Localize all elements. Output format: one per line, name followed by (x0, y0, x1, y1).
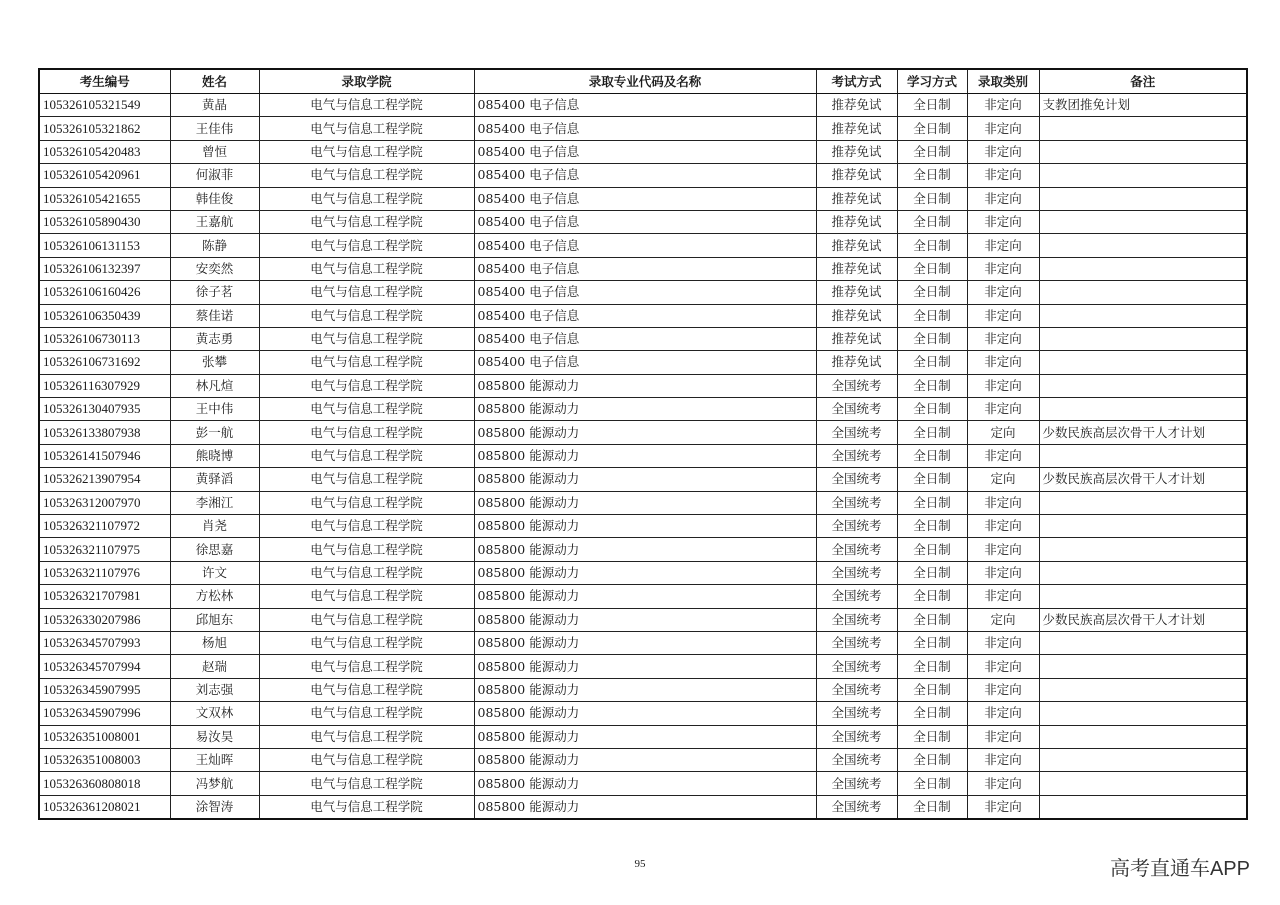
study-mode-cell: 全日制 (897, 468, 967, 491)
table-row (39, 398, 1247, 421)
candidate-id-cell: 105326106132397 (39, 257, 170, 280)
exam-method-cell: 全国统考 (816, 585, 897, 608)
remarks-cell (1039, 304, 1247, 327)
candidate-id-cell: 105326106350439 (39, 304, 170, 327)
name-cell: 王佳伟 (170, 117, 259, 140)
name-cell: 曾恒 (170, 140, 259, 163)
study-mode-cell: 全日制 (897, 585, 967, 608)
table-header-row (39, 69, 1247, 94)
name-cell: 黄晶 (170, 94, 259, 117)
college-cell: 电气与信息工程学院 (259, 631, 474, 654)
admission-type-cell: 非定向 (967, 631, 1039, 654)
admission-type-cell: 定向 (967, 608, 1039, 631)
college-cell: 电气与信息工程学院 (259, 281, 474, 304)
header-college: 录取学院 (259, 69, 474, 94)
candidate-id-cell: 105326141507946 (39, 444, 170, 467)
college-cell: 电气与信息工程学院 (259, 304, 474, 327)
college-cell: 电气与信息工程学院 (259, 538, 474, 561)
candidate-id-cell: 105326345907996 (39, 702, 170, 725)
candidate-id-cell: 105326106131153 (39, 234, 170, 257)
table-row (39, 327, 1247, 350)
admission-type-cell: 非定向 (967, 94, 1039, 117)
remarks-cell (1039, 725, 1247, 748)
name-cell: 杨旭 (170, 631, 259, 654)
remarks-cell (1039, 327, 1247, 350)
table-body (39, 94, 1247, 820)
exam-method-cell: 全国统考 (816, 421, 897, 444)
study-mode-cell: 全日制 (897, 538, 967, 561)
admission-type-cell: 非定向 (967, 748, 1039, 771)
remarks-cell (1039, 491, 1247, 514)
candidate-id-cell: 105326106160426 (39, 281, 170, 304)
admission-type-cell: 非定向 (967, 281, 1039, 304)
name-cell: 赵瑞 (170, 655, 259, 678)
major-cell: 085800 能源动力 (474, 655, 816, 678)
exam-method-cell: 推荐免试 (816, 164, 897, 187)
college-cell: 电气与信息工程学院 (259, 444, 474, 467)
admission-type-cell: 非定向 (967, 515, 1039, 538)
name-cell: 王嘉航 (170, 210, 259, 233)
exam-method-cell: 推荐免试 (816, 117, 897, 140)
remarks-cell (1039, 655, 1247, 678)
college-cell: 电气与信息工程学院 (259, 257, 474, 280)
remarks-cell (1039, 515, 1247, 538)
admission-type-cell: 非定向 (967, 327, 1039, 350)
candidate-id-cell: 105326330207986 (39, 608, 170, 631)
exam-method-cell: 全国统考 (816, 702, 897, 725)
table-row (39, 140, 1247, 163)
major-cell: 085400 电子信息 (474, 187, 816, 210)
name-cell: 熊晓博 (170, 444, 259, 467)
exam-method-cell: 推荐免试 (816, 304, 897, 327)
table-row (39, 210, 1247, 233)
name-cell: 陈静 (170, 234, 259, 257)
remarks-cell (1039, 795, 1247, 819)
college-cell: 电气与信息工程学院 (259, 725, 474, 748)
major-cell: 085400 电子信息 (474, 164, 816, 187)
table-row (39, 538, 1247, 561)
study-mode-cell: 全日制 (897, 561, 967, 584)
name-cell: 冯梦航 (170, 772, 259, 795)
candidate-id-cell: 105326361208021 (39, 795, 170, 819)
exam-method-cell: 全国统考 (816, 795, 897, 819)
admission-type-cell: 非定向 (967, 538, 1039, 561)
candidate-id-cell: 105326130407935 (39, 398, 170, 421)
table-row (39, 94, 1247, 117)
college-cell: 电气与信息工程学院 (259, 351, 474, 374)
college-cell: 电气与信息工程学院 (259, 585, 474, 608)
college-cell: 电气与信息工程学院 (259, 374, 474, 397)
admission-type-cell: 非定向 (967, 351, 1039, 374)
candidate-id-cell: 105326105321862 (39, 117, 170, 140)
table-row (39, 702, 1247, 725)
table-row (39, 187, 1247, 210)
table-row (39, 631, 1247, 654)
candidate-id-cell: 105326133807938 (39, 421, 170, 444)
college-cell: 电气与信息工程学院 (259, 234, 474, 257)
remarks-cell (1039, 631, 1247, 654)
remarks-cell (1039, 678, 1247, 701)
study-mode-cell: 全日制 (897, 187, 967, 210)
admission-type-cell: 非定向 (967, 561, 1039, 584)
candidate-id-cell: 105326345907995 (39, 678, 170, 701)
table-row (39, 304, 1247, 327)
college-cell: 电气与信息工程学院 (259, 117, 474, 140)
candidate-id-cell: 105326105890430 (39, 210, 170, 233)
candidate-id-cell: 105326351008001 (39, 725, 170, 748)
major-cell: 085400 电子信息 (474, 140, 816, 163)
exam-method-cell: 全国统考 (816, 398, 897, 421)
college-cell: 电气与信息工程学院 (259, 187, 474, 210)
college-cell: 电气与信息工程学院 (259, 398, 474, 421)
major-cell: 085800 能源动力 (474, 678, 816, 701)
candidate-id-cell: 105326312007970 (39, 491, 170, 514)
name-cell: 邱旭东 (170, 608, 259, 631)
admission-type-cell: 非定向 (967, 140, 1039, 163)
candidate-id-cell: 105326345707993 (39, 631, 170, 654)
exam-method-cell: 推荐免试 (816, 94, 897, 117)
college-cell: 电气与信息工程学院 (259, 164, 474, 187)
major-cell: 085800 能源动力 (474, 444, 816, 467)
header-exam-method: 考试方式 (816, 69, 897, 94)
header-major: 录取专业代码及名称 (474, 69, 816, 94)
major-cell: 085400 电子信息 (474, 234, 816, 257)
exam-method-cell: 推荐免试 (816, 187, 897, 210)
major-cell: 085800 能源动力 (474, 608, 816, 631)
major-cell: 085400 电子信息 (474, 304, 816, 327)
study-mode-cell: 全日制 (897, 327, 967, 350)
exam-method-cell: 全国统考 (816, 515, 897, 538)
college-cell: 电气与信息工程学院 (259, 515, 474, 538)
study-mode-cell: 全日制 (897, 304, 967, 327)
table-row (39, 234, 1247, 257)
major-cell: 085800 能源动力 (474, 748, 816, 771)
major-cell: 085800 能源动力 (474, 374, 816, 397)
table-row (39, 164, 1247, 187)
candidate-id-cell: 105326321707981 (39, 585, 170, 608)
exam-method-cell: 推荐免试 (816, 257, 897, 280)
candidate-id-cell: 105326360808018 (39, 772, 170, 795)
admission-type-cell: 非定向 (967, 234, 1039, 257)
study-mode-cell: 全日制 (897, 772, 967, 795)
table-row (39, 748, 1247, 771)
study-mode-cell: 全日制 (897, 351, 967, 374)
admission-type-cell: 定向 (967, 421, 1039, 444)
study-mode-cell: 全日制 (897, 234, 967, 257)
exam-method-cell: 全国统考 (816, 561, 897, 584)
table-row (39, 795, 1247, 819)
remarks-cell (1039, 702, 1247, 725)
header-candidate-id: 考生编号 (39, 69, 170, 94)
exam-method-cell: 推荐免试 (816, 234, 897, 257)
study-mode-cell: 全日制 (897, 164, 967, 187)
header-name: 姓名 (170, 69, 259, 94)
remarks-cell (1039, 140, 1247, 163)
name-cell: 王灿晖 (170, 748, 259, 771)
name-cell: 王中伟 (170, 398, 259, 421)
major-cell: 085800 能源动力 (474, 491, 816, 514)
major-cell: 085400 电子信息 (474, 117, 816, 140)
admission-type-cell: 非定向 (967, 117, 1039, 140)
name-cell: 韩佳俊 (170, 187, 259, 210)
admission-type-cell: 非定向 (967, 585, 1039, 608)
candidate-id-cell: 105326105321549 (39, 94, 170, 117)
admission-type-cell: 非定向 (967, 374, 1039, 397)
name-cell: 林凡煊 (170, 374, 259, 397)
exam-method-cell: 全国统考 (816, 772, 897, 795)
page-number: 95 (634, 858, 646, 870)
college-cell: 电气与信息工程学院 (259, 491, 474, 514)
college-cell: 电气与信息工程学院 (259, 748, 474, 771)
study-mode-cell: 全日制 (897, 281, 967, 304)
exam-method-cell: 全国统考 (816, 725, 897, 748)
exam-method-cell: 全国统考 (816, 748, 897, 771)
remarks-cell: 少数民族高层次骨干人才计划 (1039, 421, 1247, 444)
exam-method-cell: 推荐免试 (816, 327, 897, 350)
candidate-id-cell: 105326321107976 (39, 561, 170, 584)
study-mode-cell: 全日制 (897, 94, 967, 117)
remarks-cell: 少数民族高层次骨干人才计划 (1039, 608, 1247, 631)
major-cell: 085400 电子信息 (474, 94, 816, 117)
study-mode-cell: 全日制 (897, 725, 967, 748)
major-cell: 085400 电子信息 (474, 257, 816, 280)
study-mode-cell: 全日制 (897, 421, 967, 444)
remarks-cell (1039, 398, 1247, 421)
major-cell: 085800 能源动力 (474, 702, 816, 725)
admission-type-cell: 非定向 (967, 304, 1039, 327)
table-row (39, 444, 1247, 467)
major-cell: 085800 能源动力 (474, 795, 816, 819)
candidate-id-cell: 105326105420483 (39, 140, 170, 163)
admission-type-cell: 非定向 (967, 725, 1039, 748)
remarks-cell (1039, 164, 1247, 187)
name-cell: 许文 (170, 561, 259, 584)
study-mode-cell: 全日制 (897, 117, 967, 140)
name-cell: 徐思嘉 (170, 538, 259, 561)
major-cell: 085800 能源动力 (474, 421, 816, 444)
remarks-cell (1039, 561, 1247, 584)
exam-method-cell: 全国统考 (816, 444, 897, 467)
study-mode-cell: 全日制 (897, 678, 967, 701)
remarks-cell (1039, 257, 1247, 280)
major-cell: 085800 能源动力 (474, 515, 816, 538)
study-mode-cell: 全日制 (897, 398, 967, 421)
name-cell: 彭一航 (170, 421, 259, 444)
college-cell: 电气与信息工程学院 (259, 795, 474, 819)
table-row (39, 772, 1247, 795)
admission-type-cell: 非定向 (967, 257, 1039, 280)
major-cell: 085800 能源动力 (474, 398, 816, 421)
name-cell: 文双林 (170, 702, 259, 725)
major-cell: 085400 电子信息 (474, 351, 816, 374)
college-cell: 电气与信息工程学院 (259, 210, 474, 233)
remarks-cell: 少数民族高层次骨干人才计划 (1039, 468, 1247, 491)
watermark-text: 高考直通车APP (1109, 858, 1250, 880)
admission-type-cell: 非定向 (967, 702, 1039, 725)
candidate-id-cell: 105326351008003 (39, 748, 170, 771)
college-cell: 电气与信息工程学院 (259, 561, 474, 584)
header-remarks: 备注 (1039, 69, 1247, 94)
candidate-id-cell: 105326213907954 (39, 468, 170, 491)
admission-type-cell: 非定向 (967, 210, 1039, 233)
college-cell: 电气与信息工程学院 (259, 327, 474, 350)
exam-method-cell: 推荐免试 (816, 140, 897, 163)
candidate-id-cell: 105326321107972 (39, 515, 170, 538)
exam-method-cell: 全国统考 (816, 631, 897, 654)
table-row (39, 491, 1247, 514)
major-cell: 085800 能源动力 (474, 585, 816, 608)
study-mode-cell: 全日制 (897, 655, 967, 678)
remarks-cell (1039, 374, 1247, 397)
name-cell: 李湘江 (170, 491, 259, 514)
remarks-cell (1039, 187, 1247, 210)
remarks-cell: 支教团推免计划 (1039, 94, 1247, 117)
candidate-id-cell: 105326321107975 (39, 538, 170, 561)
major-cell: 085800 能源动力 (474, 538, 816, 561)
exam-method-cell: 推荐免试 (816, 351, 897, 374)
study-mode-cell: 全日制 (897, 210, 967, 233)
study-mode-cell: 全日制 (897, 702, 967, 725)
candidate-id-cell: 105326116307929 (39, 374, 170, 397)
candidate-id-cell: 105326105421655 (39, 187, 170, 210)
remarks-cell (1039, 772, 1247, 795)
college-cell: 电气与信息工程学院 (259, 678, 474, 701)
name-cell: 涂智涛 (170, 795, 259, 819)
name-cell: 方松林 (170, 585, 259, 608)
table-row (39, 374, 1247, 397)
remarks-cell (1039, 748, 1247, 771)
college-cell: 电气与信息工程学院 (259, 94, 474, 117)
exam-method-cell: 全国统考 (816, 491, 897, 514)
major-cell: 085400 电子信息 (474, 327, 816, 350)
table-row (39, 421, 1247, 444)
major-cell: 085400 电子信息 (474, 281, 816, 304)
study-mode-cell: 全日制 (897, 374, 967, 397)
admission-type-cell: 非定向 (967, 678, 1039, 701)
admission-type-cell: 非定向 (967, 187, 1039, 210)
candidate-id-cell: 105326106730113 (39, 327, 170, 350)
admission-type-cell: 非定向 (967, 655, 1039, 678)
table-row (39, 561, 1247, 584)
college-cell: 电气与信息工程学院 (259, 608, 474, 631)
college-cell: 电气与信息工程学院 (259, 702, 474, 725)
admission-table (38, 68, 1248, 820)
table-row (39, 608, 1247, 631)
study-mode-cell: 全日制 (897, 444, 967, 467)
name-cell: 黄志勇 (170, 327, 259, 350)
header-study-mode: 学习方式 (897, 69, 967, 94)
table-row (39, 257, 1247, 280)
admission-type-cell: 非定向 (967, 772, 1039, 795)
table-row (39, 725, 1247, 748)
remarks-cell (1039, 351, 1247, 374)
study-mode-cell: 全日制 (897, 257, 967, 280)
major-cell: 085800 能源动力 (474, 561, 816, 584)
remarks-cell (1039, 281, 1247, 304)
college-cell: 电气与信息工程学院 (259, 421, 474, 444)
major-cell: 085800 能源动力 (474, 468, 816, 491)
name-cell: 安奕然 (170, 257, 259, 280)
name-cell: 刘志强 (170, 678, 259, 701)
study-mode-cell: 全日制 (897, 140, 967, 163)
remarks-cell (1039, 444, 1247, 467)
name-cell: 蔡佳诺 (170, 304, 259, 327)
admission-type-cell: 非定向 (967, 444, 1039, 467)
admission-type-cell: 非定向 (967, 491, 1039, 514)
admission-type-cell: 非定向 (967, 164, 1039, 187)
study-mode-cell: 全日制 (897, 608, 967, 631)
exam-method-cell: 全国统考 (816, 678, 897, 701)
college-cell: 电气与信息工程学院 (259, 140, 474, 163)
exam-method-cell: 全国统考 (816, 655, 897, 678)
name-cell: 徐子茗 (170, 281, 259, 304)
table-row (39, 678, 1247, 701)
college-cell: 电气与信息工程学院 (259, 655, 474, 678)
exam-method-cell: 全国统考 (816, 538, 897, 561)
exam-method-cell: 全国统考 (816, 374, 897, 397)
table-row (39, 468, 1247, 491)
college-cell: 电气与信息工程学院 (259, 468, 474, 491)
study-mode-cell: 全日制 (897, 515, 967, 538)
study-mode-cell: 全日制 (897, 748, 967, 771)
exam-method-cell: 推荐免试 (816, 210, 897, 233)
major-cell: 085800 能源动力 (474, 772, 816, 795)
name-cell: 易汝昊 (170, 725, 259, 748)
remarks-cell (1039, 117, 1247, 140)
name-cell: 何淑菲 (170, 164, 259, 187)
name-cell: 张攀 (170, 351, 259, 374)
table-row (39, 585, 1247, 608)
remarks-cell (1039, 210, 1247, 233)
major-cell: 085400 电子信息 (474, 210, 816, 233)
name-cell: 黄驿滔 (170, 468, 259, 491)
college-cell: 电气与信息工程学院 (259, 772, 474, 795)
exam-method-cell: 全国统考 (816, 608, 897, 631)
admission-type-cell: 非定向 (967, 795, 1039, 819)
candidate-id-cell: 105326105420961 (39, 164, 170, 187)
remarks-cell (1039, 234, 1247, 257)
study-mode-cell: 全日制 (897, 795, 967, 819)
major-cell: 085800 能源动力 (474, 631, 816, 654)
admission-type-cell: 非定向 (967, 398, 1039, 421)
table-row (39, 351, 1247, 374)
study-mode-cell: 全日制 (897, 491, 967, 514)
remarks-cell (1039, 585, 1247, 608)
table-row (39, 655, 1247, 678)
candidate-id-cell: 105326106731692 (39, 351, 170, 374)
admission-type-cell: 定向 (967, 468, 1039, 491)
table-row (39, 281, 1247, 304)
exam-method-cell: 全国统考 (816, 468, 897, 491)
header-admission-type: 录取类别 (967, 69, 1039, 94)
table-row (39, 515, 1247, 538)
exam-method-cell: 推荐免试 (816, 281, 897, 304)
candidate-id-cell: 105326345707994 (39, 655, 170, 678)
table-row (39, 117, 1247, 140)
study-mode-cell: 全日制 (897, 631, 967, 654)
remarks-cell (1039, 538, 1247, 561)
name-cell: 肖尧 (170, 515, 259, 538)
major-cell: 085800 能源动力 (474, 725, 816, 748)
